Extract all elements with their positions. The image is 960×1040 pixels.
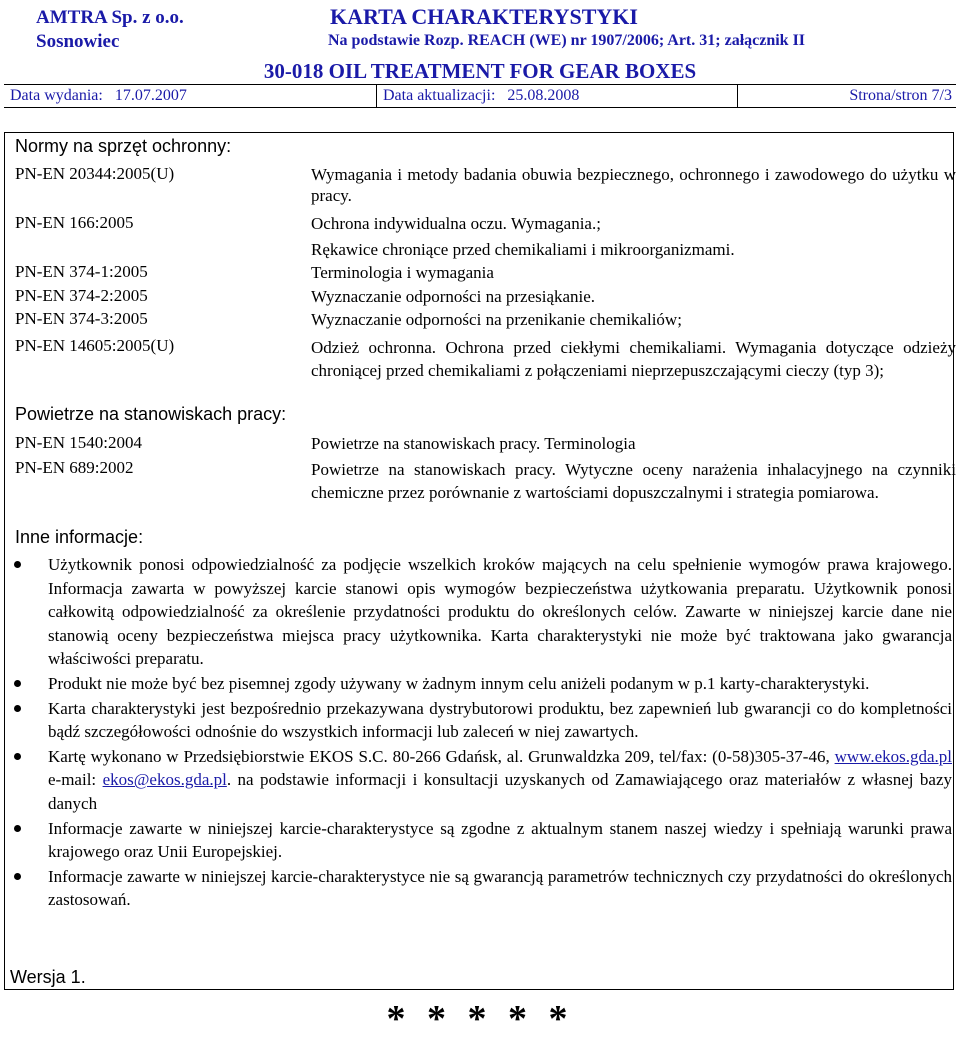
workplace-heading: Powietrze na stanowiskach pracy: [15, 404, 287, 424]
update-date: 25.08.2008 [507, 87, 580, 104]
header-dates-row [4, 84, 956, 108]
standard-description: Rękawice chroniące przed chemikaliami i mikroorganizmami. [311, 240, 735, 259]
company-city: Sosnowiec [36, 31, 120, 52]
standard-description: Wymagania i metody badania obuwia bezpiecznego, ochronnego i zawodowego do użytku w pracy. [311, 165, 956, 205]
standard-label: PN-EN 374-3:2005 [15, 309, 148, 328]
standard-description: Terminologia i wymagania [311, 263, 494, 282]
bullet-icon [14, 873, 21, 880]
version-label: Wersja 1. [10, 967, 86, 987]
list-item [10, 745, 952, 816]
other-info-list [10, 553, 952, 913]
company-name: AMTRA Sp. z o.o. [36, 7, 184, 28]
document-header [4, 4, 956, 108]
header-top-row [4, 4, 956, 59]
issue-date-cell [4, 85, 377, 107]
standard-label: PN-EN 689:2002 [15, 458, 134, 477]
bullet-icon [14, 705, 21, 712]
regulation-text: Na podstawie Rozp. REACH (WE) nr 1907/2006; Art. 31; załącznik II [328, 32, 806, 49]
end-of-document-mark: * * * * * [386, 998, 574, 1040]
issue-date-label: Data wydania: [10, 87, 103, 104]
ekos-email-label: e-mail: [48, 770, 97, 790]
standard-description: Odzież ochronna. Ochrona przed ciekłymi chemikaliami. Wymagania dotyczące odzieży chroniącej przed chemikaliami z połączeniami nieprzepuszczającymi cieczy (typ 3); [311, 338, 956, 380]
list-item: Użytkownik ponosi odpowiedzialność za podjęcie wszelkich kroków mających na celu spełnienie wymogów prawa krajowego. Informacja zawarta w powyższej karcie stanowi opis wymogów bezpieczeństwa użytkowania preparatu. Użytkownik ponosi całkowitą odpowiedzialność za określenie przydatności produktu do określonych celów. Zawarte w niniejszej karcie dane nie stanowią oceny bezpieczeństwa miejsca pracy użytkownika. Karta charakterystyki nie może być traktowana jako gwarancja właściwości preparatu. [10, 553, 952, 671]
standard-description: Ochrona indywidualna oczu. Wymagania.; [311, 214, 601, 233]
standard-label: PN-EN 374-1:2005 [15, 262, 148, 281]
bullet-icon [14, 680, 21, 687]
bullet-icon [14, 561, 21, 568]
standard-label: PN-EN 1540:2004 [15, 433, 143, 452]
update-date-cell [377, 85, 738, 107]
standard-description: Powietrze na stanowiskach pracy. Wytyczne oceny narażenia inhalacyjnego na czynniki chemiczne przez porównanie z wartościami dopuszczalnymi i strategia pomiarowa. [311, 460, 956, 502]
ekos-email-link[interactable]: ekos@ekos.gda.pl [102, 770, 227, 790]
other-info-heading: Inne informacje: [15, 527, 144, 547]
standard-label: PN-EN 20344:2005(U) [15, 164, 175, 183]
protective-heading: Normy na sprzęt ochronny: [15, 136, 232, 156]
ekos-text-post: . na podstawie informacji i konsultacji uzyskanych od Zamawiającego oraz materiałów z własnej bazy danych [48, 770, 952, 813]
standard-label: PN-EN 166:2005 [15, 213, 134, 232]
list-item: Karta charakterystyki jest bezpośrednio przekazywana dystrybutorowi produktu, bez zapewnień lub gwarancji co do kompletności bądź szczegółowości odnośnie do wszystkich informacji lub zaleceń w niej zawartych. [10, 697, 952, 744]
standard-description: Wyznaczanie odporności na przesiąkanie. [311, 287, 596, 306]
standard-description: Wyznaczanie odporności na przenikanie chemikaliów; [311, 310, 682, 329]
list-item: Produkt nie może być bez pisemnej zgody używany w żadnym innym celu aniżeli podanym w p.1 karty-charakterystyki. [10, 672, 952, 696]
issue-date: 17.07.2007 [114, 87, 187, 104]
standard-description: Powietrze na stanowiskach pracy. Terminologia [311, 434, 636, 453]
update-date-label: Data aktualizacji: [383, 87, 496, 104]
standard-label: PN-EN 374-2:2005 [15, 286, 148, 305]
list-item: Informacje zawarte w niniejszej karcie-charakterystyce nie są gwarancją parametrów technicznych czy przydatności do określonych zastosowań. [10, 865, 952, 912]
title-block [326, 4, 956, 59]
page-number: Strona/stron 7/3 [849, 87, 952, 104]
ekos-website-link[interactable]: www.ekos.gda.pl [834, 746, 952, 766]
ekos-text-pre: Kartę wykonano w Przedsiębiorstwie EKOS S.C. 80-266 Gdańsk, al. Grunwaldzka 209, tel/fax: (0-58)305-37-46, [48, 746, 830, 766]
bullet-icon [14, 753, 21, 760]
company-block [4, 4, 326, 59]
bullet-icon [14, 825, 21, 832]
product-name: 30-018 OIL TREATMENT FOR GEAR BOXES [263, 59, 697, 83]
list-item: Informacje zawarte w niniejszej karcie-charakterystyce są zgodne z aktualnym stanem naszej wiedzy i spełniają warunki prawa krajowego oraz Unii Europejskiej. [10, 817, 952, 864]
standard-label: PN-EN 14605:2005(U) [15, 336, 175, 355]
document-title: KARTA CHARAKTERYSTYKI [330, 4, 638, 29]
